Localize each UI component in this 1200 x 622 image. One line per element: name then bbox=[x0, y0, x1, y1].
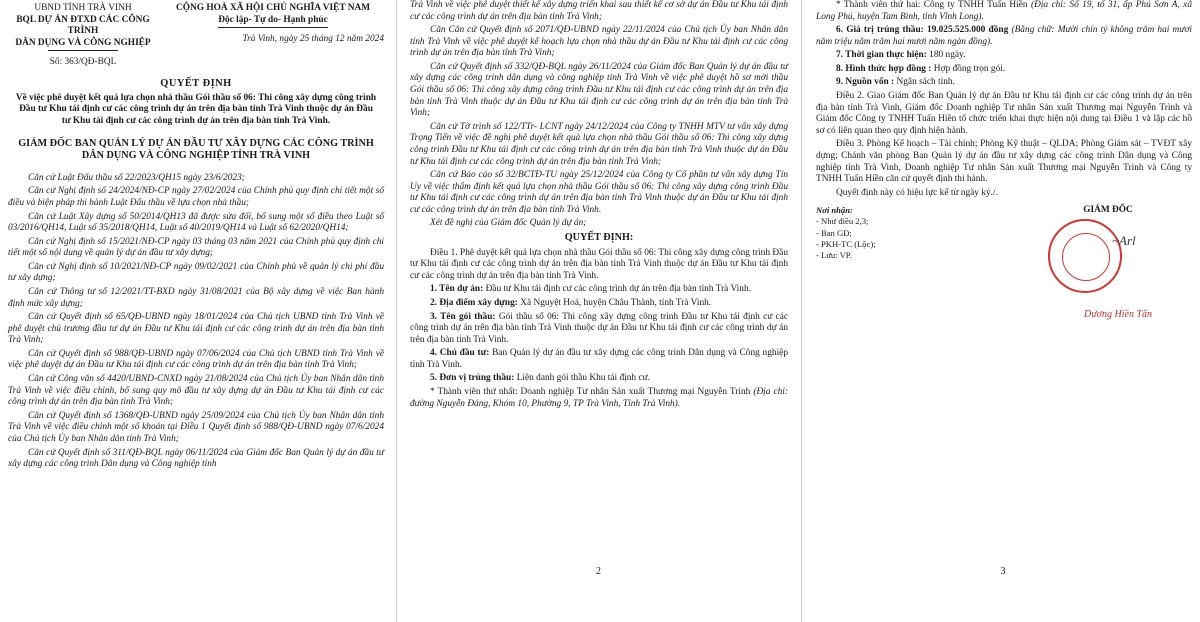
effective-clause: Quyết định này có hiệu lực kể từ ngày ký./. bbox=[836, 187, 998, 198]
item-label: 7. Thời gian thực hiện: bbox=[836, 50, 927, 61]
page-3 bbox=[806, 0, 1200, 622]
contractor-member-2: * Thành viên thứ hai: Công ty TNHH Tuấn Hiền (Địa chỉ: Số 19, tổ 31, ấp Phú Sơn A, xã Long Phú, huyện Tam Bình, tỉnh Vĩnh Long). bbox=[816, 0, 1192, 22]
signature-icon: ~Arl bbox=[1112, 233, 1136, 249]
item-9 bbox=[816, 77, 1192, 89]
item-label: 9. Nguồn vốn : bbox=[836, 77, 895, 88]
item-8 bbox=[816, 64, 1192, 76]
legal-basis: Căn Căn cứ Quyết định số 2071/QĐ-UBND ngày 22/11/2024 của Chủ tịch Ủy ban Nhân dân tỉnh Trà Vinh về việc phê duyệt kế hoạch lựa chọn nhà thầu dự án Đầu tư Khu tái định cư các công trình dự án trên địa bàn tỉnh Trà Vinh; bbox=[410, 25, 788, 59]
item-text: Hợp đồng trọn gói. bbox=[933, 63, 1006, 74]
item-label: 4. Chủ đầu tư: bbox=[430, 348, 490, 359]
nation-name: CỘNG HOÀ XÃ HỘI CHỦ NGHĨA VIỆT NAM bbox=[175, 3, 371, 13]
recipient-item: - Ban GĐ; bbox=[816, 227, 852, 238]
item-2 bbox=[410, 298, 788, 310]
signer-title: GIÁM ĐỐC bbox=[1083, 205, 1133, 216]
item-4 bbox=[410, 348, 788, 371]
legal-basis: Căn cứ Nghị định số 10/2021/NĐ-CP ngày 09/02/2021 của Chính phủ về quản lý chi phí đầu tư xây dựng; bbox=[8, 261, 384, 284]
item-1 bbox=[410, 284, 788, 296]
official-seal-icon bbox=[1048, 219, 1122, 293]
item-note: (Bằng chữ: Mười chín tỷ không trăm hai mươi năm triệu năm trăm hai mươi năm ngàn đồng). bbox=[816, 25, 1192, 47]
document-subject: Về việc phê duyệt kết quả lựa chọn nhà thầu Gói thầu số 06: Thi công xây dựng công trình Đầu tư Khu tái định cư các công trình dự án trên địa bàn tỉnh Trà Vinh thuộc dự án Đầu tư Khu tái định cư các công trình dự án trên địa bàn tỉnh Trà Vinh. bbox=[15, 92, 377, 126]
item-6 bbox=[816, 25, 1192, 48]
item-text: Ban Quản lý dự án đầu tư xây dựng các công trình Dân dụng và Công nghiệp tỉnh Trà Vinh. bbox=[410, 348, 788, 370]
legal-basis: Căn cứ Luật Xây dựng số 50/2014/QH13 đã được sửa đổi, bổ sung một số điều theo Luật số 03/2016/QH14, Luật số 35/2018/QH14, Luật số 40/2019/QH14 và Luật số 62/2020/QH14; bbox=[8, 211, 384, 234]
motto-underline bbox=[218, 27, 328, 28]
legal-basis: Căn cứ Luật Đấu thầu số 22/2023/QH15 ngày 23/6/2023; bbox=[28, 172, 245, 183]
recipients-title: Nơi nhận: bbox=[816, 205, 853, 216]
decision-heading: QUYẾT ĐỊNH: bbox=[564, 231, 634, 243]
legal-basis: Căn cứ Công văn số 4420/UBND-CNXD ngày 21/08/2024 của Chủ tịch Ủy ban Nhân dân tỉnh Trà Vinh về việc điều chỉnh, bổ sung quy mô đầu tư xây dựng dự án Đầu tư Khu tái định cư các công trình dự án trên địa bàn tỉnh Trà Vinh; bbox=[8, 374, 384, 408]
member-address: (Địa chỉ: Số 19, tổ 31, ấp Phú Sơn A, xã Long Phú, huyện Tam Bình, tỉnh Vĩnh Long). bbox=[816, 0, 1192, 22]
page-divider bbox=[396, 0, 397, 622]
legal-basis: Căn cứ Quyết định số 1368/QĐ-UBND ngày 25/09/2024 của Chủ tịch Ủy ban Nhân dân tỉnh Trà Vinh về việc điều chỉnh một số khoản tại Điều 1 Quyết định số 988/QĐ-UBND ngày 07/6/2024 của Chủ tịch Ủy ban Nhân dân tỉnh Trà Vinh; bbox=[8, 410, 384, 444]
item-5 bbox=[410, 373, 788, 385]
article-2: Điều 2. Giao Giám đốc Ban Quản lý dự án Đầu tư Khu tái định cư các công trình dự án trên địa bàn tỉnh Trà Vinh, Giám đốc Doanh nghiệp Tư nhân Sản xuất Thương mại Nguyễn Trình và Giám đốc Công ty TNHH Tuấn Hiền tổ chức triển khai thực hiện nội dung tại Điều 1 và lập các hồ sơ có liên quan theo quy định hiện hành. bbox=[816, 91, 1192, 136]
item-text: Đầu tư Khu tái định cư các công trình dự án trên địa bàn tỉnh Trà Vinh. bbox=[485, 284, 751, 295]
org-line-3: DÂN DỤNG VÀ CÔNG NGHIỆP bbox=[15, 37, 151, 48]
item-text: Xã Nguyệt Hoá, huyện Châu Thành, tỉnh Trà Vinh. bbox=[520, 297, 712, 308]
legal-basis: Căn cứ Nghị định số 24/2024/NĐ-CP ngày 27/02/2024 của Chính phủ quy định chi tiết một số điều và biện pháp thi hành Luật Đấu thầu về lựa chọn nhà thầu; bbox=[8, 186, 384, 208]
org-line-1: UBND TỈNH TRÀ VINH bbox=[34, 3, 132, 13]
contractor-member-1: * Thành viên thứ nhất: Doanh nghiệp Tư nhân Sản xuất Thương mại Nguyễn Trình (Địa chỉ: đường Nguyễn Đáng, Khóm 10, Phường 9, TP Trà Vinh, Tỉnh Trà Vinh). bbox=[410, 386, 788, 409]
item-label: 5. Đơn vị trúng thầu: bbox=[430, 373, 515, 384]
org-line-2: BQL DỰ ÁN ĐTXD CÁC CÔNG TRÌNH bbox=[16, 14, 150, 37]
member-name: Thành viên thứ nhất: Doanh nghiệp Tư nhân Sản xuất Thương mại Nguyễn Trình bbox=[437, 386, 751, 397]
issuing-authority: GIÁM ĐỐC BAN QUẢN LÝ DỰ ÁN ĐẦU TƯ XÂY DỰNG CÁC CÔNG TRÌNH DÂN DỤNG VÀ CÔNG NGHIỆP TỈNH TRÀ VINH bbox=[18, 137, 374, 162]
recipient-item: - Lưu: VP. bbox=[816, 249, 852, 260]
item-7 bbox=[816, 50, 1192, 62]
signer-name: Dương Hiền Tấn bbox=[1084, 309, 1153, 321]
legal-basis: Trà Vinh về việc phê duyệt thiết kế xây dựng triển khai sau thiết kế cơ sở dự án Đầu tư Khu tái định cư các công trình dự án trên địa bàn tỉnh Trà Vinh; bbox=[410, 0, 788, 22]
legal-basis: Căn cứ Quyết định số 65/QĐ-UBND ngày 18/01/2024 của Chủ tịch UBND tỉnh Trà Vinh về phê duyệt chủ trương đầu tư dự án Đầu tư Khu tái định cư các công trình dự án trên địa bàn tỉnh Trà Vinh; bbox=[8, 312, 384, 346]
signature-block bbox=[816, 205, 1192, 345]
issuing-organization bbox=[8, 3, 158, 69]
national-heading bbox=[162, 3, 384, 69]
document-title: QUYẾT ĐỊNH bbox=[160, 77, 232, 89]
article-3: Điều 3. Phòng Kế hoạch – Tài chính; Phòng Kỹ thuật – QLDA; Phòng Giám sát – TVĐT xây dựng; Chánh văn phòng Ban Quản lý dự án đầu tư xây dựng các công trình Dân dụng và Công nghiệp tỉnh Trà Vinh, Doanh nghiệp Tư nhân Sản xuất Thương mại Nguyễn Trình và Công ty TNHH Tuấn Hiền căn cứ quyết định thi hành. bbox=[816, 139, 1192, 185]
page-number: 2 bbox=[596, 565, 601, 577]
recipients bbox=[816, 205, 956, 261]
page-1 bbox=[0, 0, 392, 622]
recipient-item: - Như điều 2,3; bbox=[816, 216, 869, 227]
item-text: Ngân sách tỉnh. bbox=[896, 77, 955, 88]
nation-motto: Độc lập- Tự do- Hạnh phúc bbox=[218, 14, 328, 25]
recommendation: Xét đề nghị của Giám đốc Quản lý dự án; bbox=[430, 218, 587, 229]
member-address: (Địa chỉ: đường Nguyễn Đáng, Khóm 10, Phường 9, TP Trà Vinh, Tỉnh Trà Vinh). bbox=[410, 386, 788, 409]
item-text: 180 ngày. bbox=[929, 50, 966, 61]
item-text: Liên danh gói thầu Khu tái định cư. bbox=[516, 373, 650, 384]
page-divider bbox=[801, 0, 802, 622]
recipient-item: - PKH-TC (Lộc); bbox=[816, 238, 876, 249]
item-3 bbox=[410, 312, 788, 347]
legal-basis: Căn cứ Báo cáo số 32/BCTĐ-TU ngày 25/12/2024 của Công ty Cổ phần tư vấn xây dựng Tín Uy về việc thẩm định kết quả lựa chọn nhà thầu Gói thầu số 06: Thi công xây dựng công trình Đầu tư Khu tái định cư các công trình dự án trên địa bàn tỉnh Trà Vinh thuộc dự án Đầu tư Khu tái định cư các công trình dự án trên địa bàn tỉnh Trà Vinh. bbox=[410, 170, 788, 215]
item-text: 19.025.525.000 đồng bbox=[926, 25, 1009, 36]
item-label: 1. Tên dự án: bbox=[430, 284, 484, 295]
document-header bbox=[8, 3, 384, 69]
item-label: 2. Địa điểm xây dựng: bbox=[430, 297, 518, 308]
legal-basis: Căn cứ Quyết định số 311/QĐ-BQL ngày 06/11/2024 của Giám đốc Ban Quản lý dự án đầu tư xây dựng các công trình Dân dụng và Công nghiệp tỉnh bbox=[8, 447, 384, 470]
member-name: Thành viên thứ hai: Công ty TNHH Tuấn Hiền bbox=[843, 0, 1028, 10]
document-date: Trà Vinh, ngày 25 tháng 12 năm 2024 bbox=[242, 34, 384, 45]
page-number: 3 bbox=[1000, 565, 1006, 577]
item-label: 6. Giá trị trúng thầu: bbox=[836, 25, 924, 36]
legal-basis: Căn cứ Quyết định số 332/QĐ-BQL ngày 26/11/2024 của Giám đốc Ban Quản lý dự án đầu tư xây dựng các công trình dân dụng và công nghiệp tỉnh Trà Vinh về việc phê duyệt hồ sơ mời thầu Gói thầu số 06: Thi công xây dựng công trình Đầu tư Khu tái định cư các công trình dự án trên địa bàn tỉnh Trà Vinh thuộc dự án Đầu tư Khu tái định cư các công trình dự án trên địa bàn tỉnh Trà Vinh; bbox=[410, 61, 788, 119]
article-1: Điều 1. Phê duyệt kết quả lựa chọn nhà thầu Gói thầu số 06: Thi công xây dựng công trình Đầu tư Khu tái định cư các công trình dự án trên địa bàn tỉnh Trà Vinh thuộc dự án Đầu tư Khu tái định cư các công trình dự án trên địa bàn tỉnh Trà Vinh. bbox=[410, 247, 788, 281]
item-text: Gói thầu số 06: Thi công xây dựng công trình Đầu tư Khu tái định cư các công trình dự án trên địa bàn tỉnh Trà Vinh thuộc dự án Đầu tư Khu tái định cư các công trình dự án trên địa bàn tỉnh Trà Vinh. bbox=[410, 311, 789, 345]
item-label: 8. Hình thức hợp đồng : bbox=[836, 63, 932, 74]
page-2 bbox=[401, 0, 796, 622]
legal-basis: Căn cứ Nghị định số 15/2021/NĐ-CP ngày 03 tháng 03 năm 2021 của Chính phủ quy định chi tiết một số nội dung về quản lý dự án đầu tư xây dựng; bbox=[8, 236, 384, 259]
legal-basis: Căn cứ Thông tư số 12/2021/TT-BXD ngày 31/08/2021 của Bộ xây dựng về việc Ban hành định mức xây dựng; bbox=[8, 287, 384, 309]
org-underline bbox=[48, 50, 118, 51]
document-number: Số: 363/QĐ-BQL bbox=[49, 57, 117, 68]
legal-basis: Căn cứ Quyết định số 988/QĐ-UBND ngày 07/06/2024 của Chủ tịch UBND tỉnh Trà Vinh về việc phê duyệt dự án Đầu tư Khu tái định cư các công trình dự án trên địa bàn tỉnh Trà Vinh; bbox=[8, 348, 384, 371]
item-label: 3. Tên gói thầu: bbox=[430, 311, 496, 322]
legal-basis: Căn cứ Tờ trình số 122/TTr- LCNT ngày 24/12/2024 của Công ty TNHH MTV tư vấn xây dựng Trọng Tiến về việc đề nghị phê duyệt kết quả lựa chọn nhà thầu Gói thầu số 06: Thi công xây dựng công trình Đầu tư Khu tái định cư các công trình dự án trên địa bàn tỉnh Trà Vinh thuộc dự án Đầu tư Khu tái định cư các công trình dự án trên địa bàn tỉnh Trà Vinh; bbox=[410, 121, 788, 167]
